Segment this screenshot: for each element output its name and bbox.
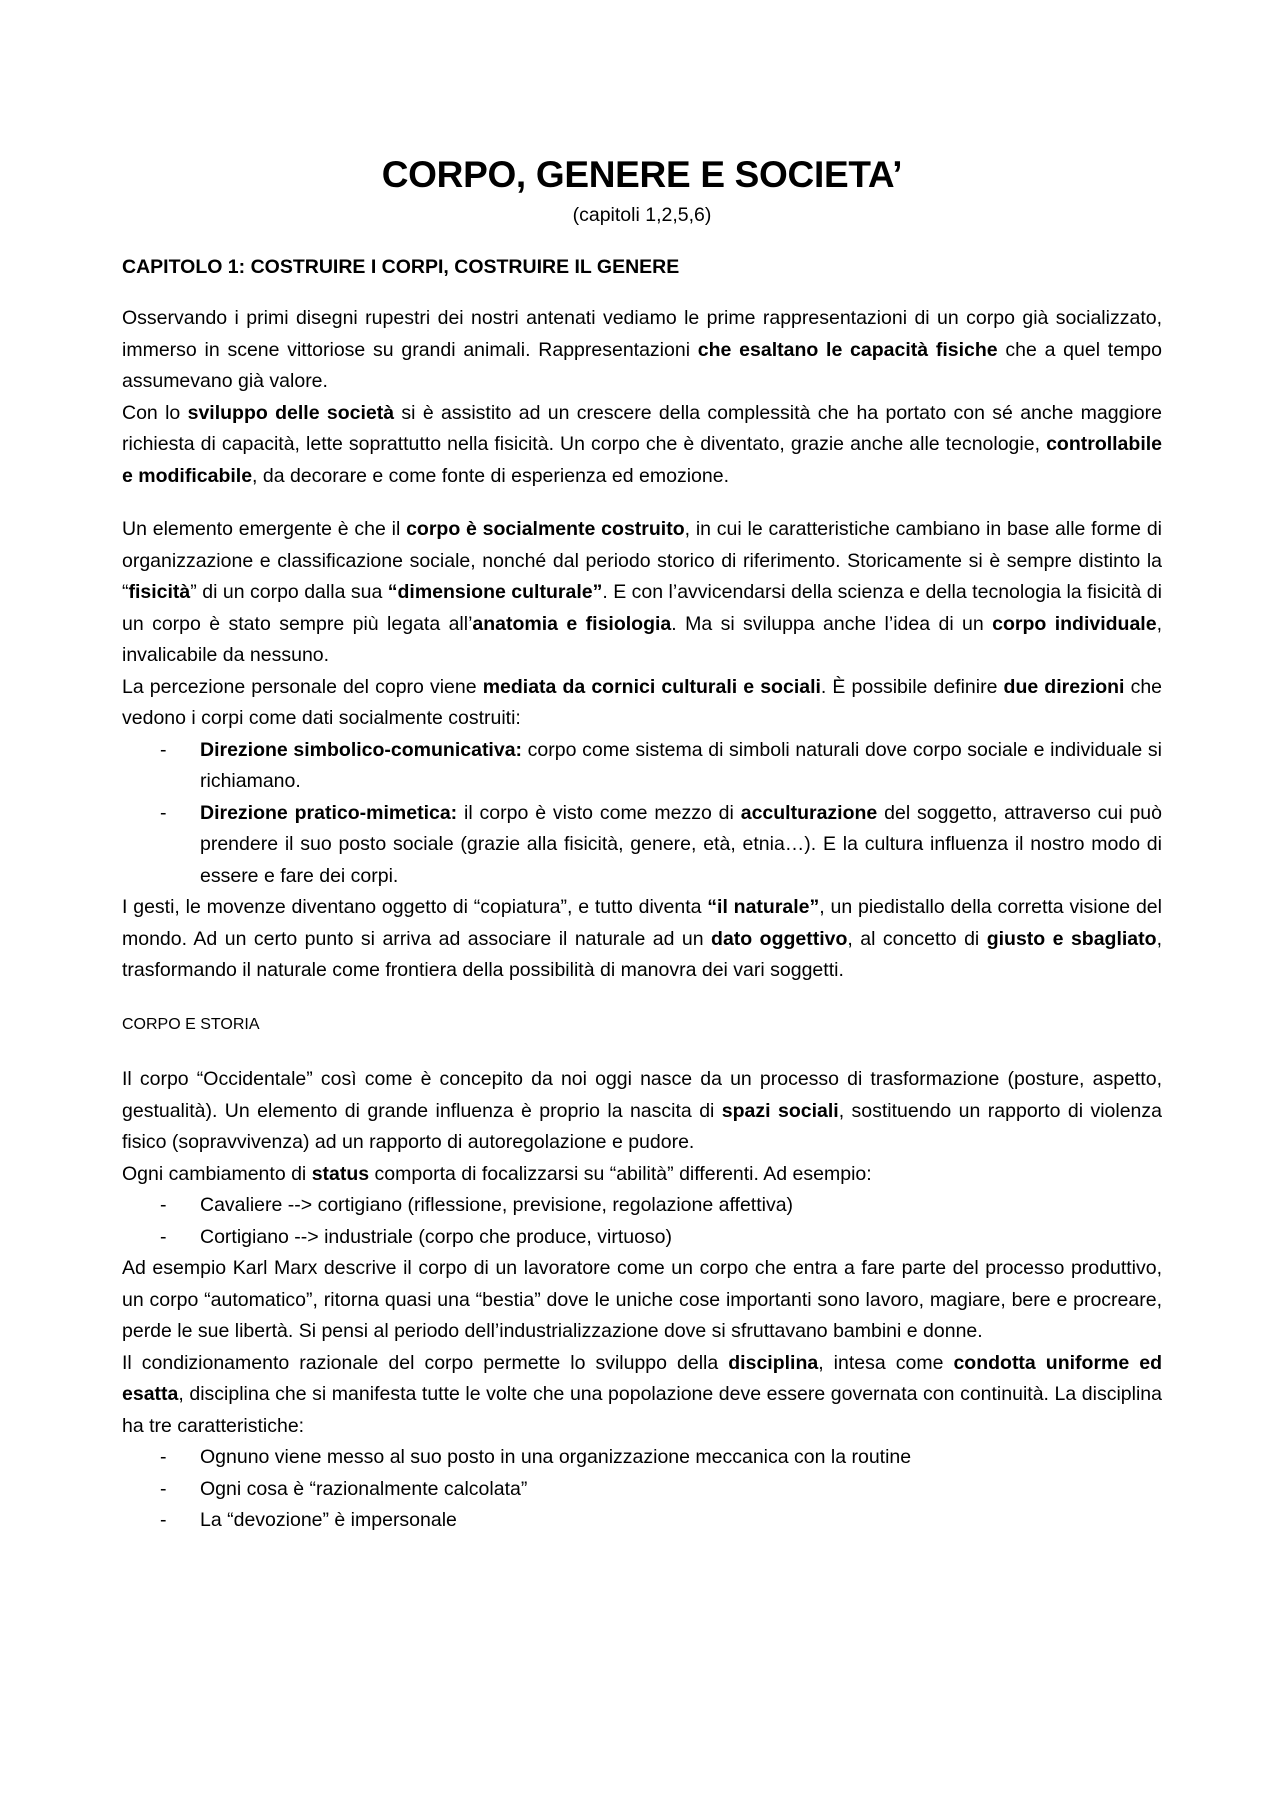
list-item: - Direzione simbolico-comunicativa: corpo come sistema di simboli naturali dove corpo sociale e individuale si richiamano. (122, 735, 1162, 798)
bullet-list (122, 735, 1162, 893)
document-title: CORPO, GENERE E SOCIETA’ (381, 154, 903, 195)
list-item: - La “devozione” è impersonale (122, 1505, 1162, 1537)
paragraph: Ogni cambiamento di status comporta di focalizzarsi su “abilità” differenti. Ad esempio: (122, 1162, 872, 1185)
chapter-heading: CAPITOLO 1: COSTRUIRE I CORPI, COSTRUIRE IL GENERE (122, 255, 680, 278)
paragraph: I gesti, le movenze diventano oggetto di “copiatura”, e tutto diventa “il naturale”, un piedistallo della corretta visione del mondo. Ad un certo punto si arriva ad associare il naturale ad un dato oggettivo, al concetto di giusto e sbagliato, trasformando il naturale come frontiera della possibilità di manovra dei vari soggetti. (122, 896, 1162, 981)
list-item: - Direzione pratico-mimetica: il corpo è visto come mezzo di acculturazione del soggetto, attraverso cui può prendere il suo posto sociale (grazie alla fisicità, genere, età, etnia…). E la cultura influenza il nostro modo di essere e fare dei corpi. (122, 798, 1162, 893)
bullet-list (122, 1442, 1162, 1537)
paragraph: Ad esempio Karl Marx descrive il corpo di un lavoratore come un corpo che entra a fare parte del processo produttivo, un corpo “automatico”, ritorna quasi una “bestia” dove le uniche cose importanti sono lavoro, magiare, bere e procreare, perde le sue libertà. Si pensi al periodo dell’industrializzazione dove si sfruttavano bambini e donne. (122, 1257, 1162, 1342)
list-item: - Ogni cosa è “razionalmente calcolata” (122, 1474, 1162, 1506)
paragraph: Il corpo “Occidentale” così come è concepito da noi oggi nasce da un processo di trasformazione (posture, aspetto, gestualità). Un elemento di grande influenza è proprio la nascita di spazi sociali, sostituendo un rapporto di violenza fisico (sopravvivenza) ad un rapporto di autoregolazione e pudore. (122, 1068, 1162, 1153)
list-item: - Ognuno viene messo al suo posto in una organizzazione meccanica con la routine (122, 1442, 1162, 1474)
list-item: - Cavaliere --> cortigiano (riflessione, previsione, regolazione affettiva) (122, 1190, 1162, 1222)
paragraph: Il condizionamento razionale del corpo permette lo sviluppo della disciplina, intesa come condotta uniforme ed esatta, disciplina che si manifesta tutte le volte che una popolazione deve essere governata con continuità. La disciplina ha tre caratteristiche: (122, 1351, 1163, 1437)
section-heading: CORPO E STORIA (122, 1015, 260, 1033)
paragraph: Osservando i primi disegni rupestri dei nostri antenati vediamo le prime rappresentazioni di un corpo già socializzato, immerso in scene vittoriose su grandi animali. Rappresentazioni che esaltano le capacità fisiche che a quel tempo assumevano già valore. Con lo sviluppo delle società si è assistito ad un crescere della complessità che ha portato con sé anche maggiore richiesta di capacità, lette soprattutto nella fisicità. Un corpo che è diventato, grazie anche alle tecnologie, controllabile e modificabile, da decorare e come fonte di esperienza ed emozione. (122, 307, 1162, 487)
list-item: - Cortigiano --> industriale (corpo che produce, virtuoso) (122, 1222, 1162, 1254)
bullet-list (122, 1190, 1162, 1253)
document-body (122, 150, 1162, 1537)
paragraph: Un elemento emergente è che il corpo è socialmente costruito, in cui le caratteristiche cambiano in base alle forme di organizzazione e classificazione sociale, nonché dal periodo storico di riferimento. Storicamente si è sempre distinto la “fisicità” di un corpo dalla sua “dimensione culturale”. E con l’avvicendarsi della scienza e della tecnologia la fisicità di un corpo è stato sempre più legata all’anatomia e fisiologia. Ma si sviluppa anche l’idea di un corpo individuale, invalicabile da nessuno. (122, 518, 1162, 666)
document-subtitle: (capitoli 1,2,5,6) (572, 204, 712, 226)
paragraph: La percezione personale del copro viene mediata da cornici culturali e sociali. È possibile definire due direzioni che vedono i corpi come dati socialmente costruiti: (122, 675, 1163, 729)
